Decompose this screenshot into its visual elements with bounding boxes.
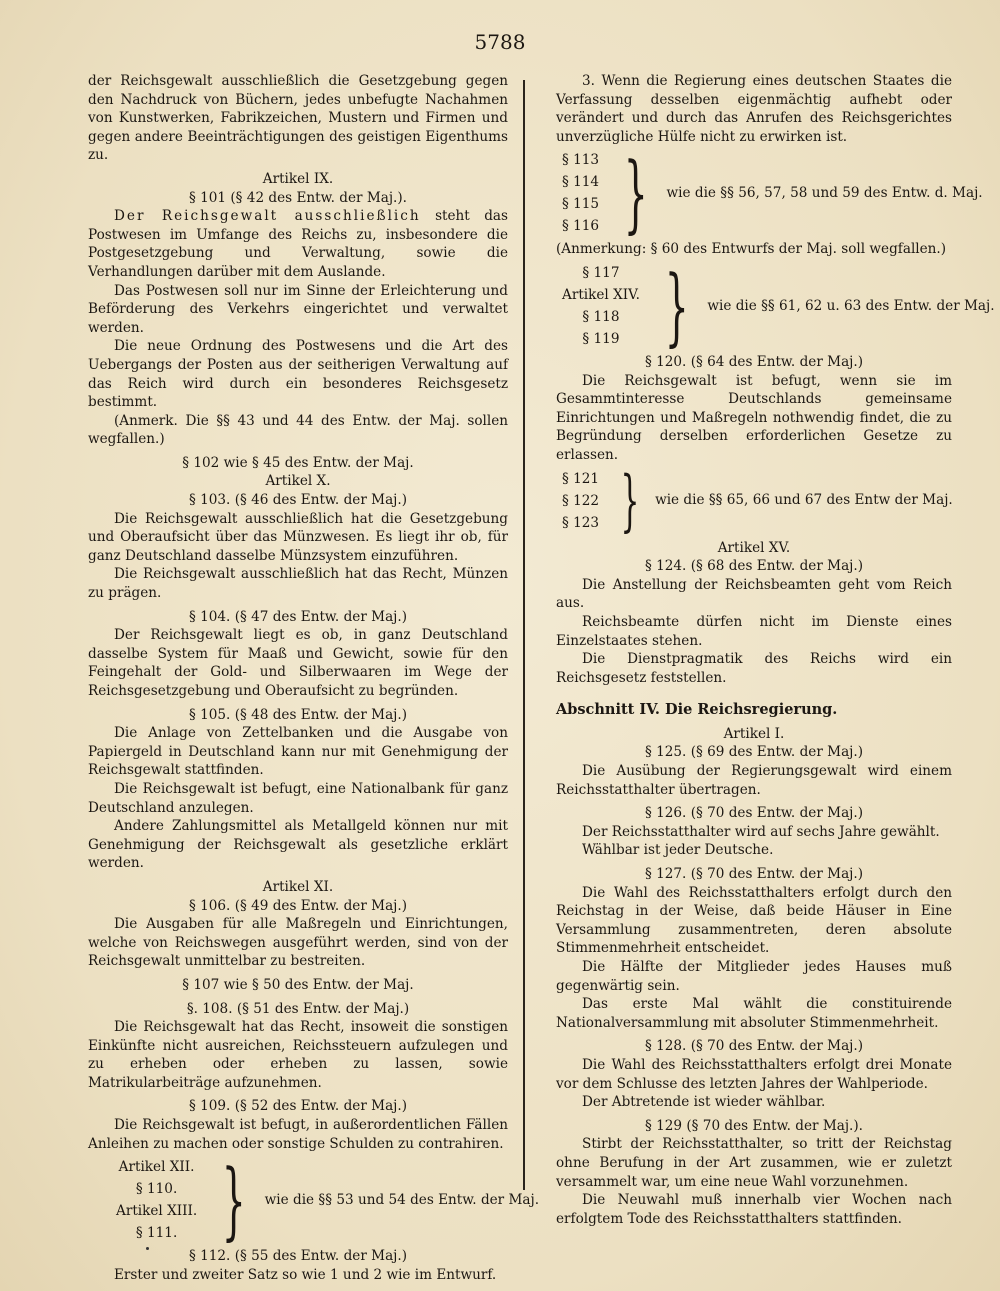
text: steht das Postwesen im Umfange des Reichs zu, insbesondere die Postgesetzgebung und Verwaltung, sowie die Verhandlungen darüber mit dem Auslande. [88,208,508,280]
curly-brace: } [620,461,640,539]
section-heading: § 125. (§ 69 des Entw. der Maj.) [644,744,864,761]
bracket-group-text: wie die §§ 56, 57, 58 und 59 des Entw. d. Maj. [666,185,983,202]
paragraph: der Reichsgewalt ausschließlich die Gesetzgebung gegen den Nachdruck von Büchern, jedes unbefugte Nachahmen von Kunstwerken, Fabrikzeichen, Mustern und Firmen und gegen andere Beeinträchtigungen des geistigen Eigenthums zu. [88,73,508,164]
section-heading: § 109. (§ 52 des Entw. der Maj.) [188,1098,408,1115]
paragraph: Reichsbeamte dürfen nicht im Dienste eines Einzelstaates stehen. [556,613,952,649]
paragraph: Die neue Ordnung des Postwesens und die Art des Uebergangs der Posten aus der seitherigen Verwaltung auf das Reich wird durch ein besonderes Reichsgesetz bestimmt. [88,338,508,411]
paragraph: Die Wahl des Reichsstatthalters erfolgt durch den Reichstag in der Weise, daß beide Häuser in Eine Versammlung zusammentreten, deren absolute Stimmenmehrheit entscheidet. [556,884,952,957]
bracket-group-text: wie die §§ 65, 66 und 67 des Entw der Maj. [655,492,953,509]
bracket-label: § 118 [582,308,620,325]
paragraph: Der Reichsgewalt liegt es ob, in ganz Deutschland dasselbe System für Maaß und Gewicht, sowie für den Feingehalt der Gold- und Silberwaaren im Wege der Reichsgesetzgebung und Oberaufsicht zu begründen. [88,627,508,699]
paragraph: Die Hälfte der Mitglieder jedes Hauses muß gegenwärtig sein. [556,959,952,994]
section-heading: § 105. (§ 48 des Entw. der Maj.) [188,706,408,723]
column-divider [523,80,525,1190]
paragraph: Das Postwesen soll nur im Sinne der Erleichterung und Beförderung des Verkehrs eingerichtet und verwaltet werden. [88,282,508,336]
bracket-label: § 114 [562,174,600,191]
paragraph: Die Dienstpragmatik des Reichs wird ein Reichsgesetz feststellen. [556,651,952,686]
right-column [556,72,995,1228]
paragraph: Das erste Mal wählt die constituirende Nationalversammlung mit absoluter Stimmenmehrheit. [556,996,952,1031]
paragraph: Die Ausgaben für alle Maßregeln und Einrichtungen, welche von Reichswegen ausgeführt werden, sind von der Reichsgewalt unmittelbar zu bestreiten. [88,916,508,970]
bracket-group-labels [562,262,646,350]
bracket-group-labels [562,468,605,534]
bracket-group [88,1151,540,1250]
paragraph: Die Anstellung der Reichsbeamten geht vom Reich aus. [556,576,952,612]
page-number: 5788 [474,30,526,54]
paragraph: Andere Zahlungsmittel als Metallgeld können nur mit Genehmigung der Reichsgewalt als gesetzliche erklärt werden. [88,818,508,872]
bracket-label: Artikel XIV. [562,286,640,303]
chapter-heading: Abschnitt IV. Die Reichsregierung. [556,701,838,719]
bracket-group-labels [562,149,605,237]
bracket-group [556,144,983,243]
bracket-label: § 122 [562,492,600,509]
article-heading: Artikel XV. [717,539,791,556]
ink-speck [146,1247,149,1250]
paragraph: Der Abtretende ist wieder wählbar. [582,1094,826,1111]
paragraph: Die Neuwahl muß innerhalb vier Wochen nach erfolgtem Tode des Reichsstatthalters stattfinden. [556,1192,952,1227]
bracket-group [556,461,953,539]
paragraph: Die Reichsgewalt ist befugt, wenn sie im Gesammtinteresse Deutschlands gemeinsame Einrichtungen und Maßregeln nothwendig findet, die zu Begründung derselben erforderlichen Gesetze zu erlassen. [556,372,952,463]
paragraph: Die Wahl des Reichsstatthalters erfolgt drei Monate vor dem Schlusse des letzten Jahres der Wahlperiode. [556,1056,952,1092]
section-heading: § 124. (§ 68 des Entw. der Maj.) [644,558,864,575]
bracket-label: § 117 [582,264,620,281]
curly-brace: } [623,144,648,243]
bracket-label: § 121 [562,470,600,487]
paragraph: Erster und zweiter Satz so wie 1 und 2 wie im Entwurf. [114,1266,497,1283]
bracket-label: Artikel XII. [118,1159,195,1176]
bracket-label: § 113 [562,152,600,169]
paragraph: Die Anlage von Zettelbanken und die Ausgabe von Papiergeld in Deutschland kann nur mit Genehmigung der Reichsgewalt stattfinden. [88,725,508,779]
section-heading: § 107 wie § 50 des Entw. der Maj. [182,976,414,993]
section-heading: § 102 wie § 45 des Entw. der Maj. [182,454,414,471]
article-heading: Artikel XI. [262,878,334,895]
spaced-text: Der Reichsgewalt ausschließlich [114,208,421,225]
paragraph [88,207,508,281]
paragraph: Die Reichsgewalt ausschließlich hat das Recht, Münzen zu prägen. [88,566,508,602]
section-heading: § 128. (§ 70 des Entw. der Maj.) [644,1038,864,1055]
curly-brace: } [221,1151,246,1250]
paragraph: Die Reichsgewalt ist befugt, in außerordentlichen Fällen Anleihen zu machen oder sonstige Schulden zu contrahiren. [88,1117,508,1152]
paragraph: Die Ausübung der Regierungsgewalt wird einem Reichsstatthalter übertragen. [556,763,952,798]
bracket-group [556,256,995,355]
bracket-label: § 116 [562,218,600,235]
bracket-group-labels [116,1156,203,1244]
section-heading: § 129 (§ 70 des Entw. der Maj.). [644,1117,864,1134]
bracket-group-text: wie die §§ 61, 62 u. 63 des Entw. der Maj. [707,297,995,314]
curly-brace: } [664,256,689,355]
paragraph: Die Reichsgewalt ist befugt, eine Nationalbank für ganz Deutschland anzulegen. [88,780,508,816]
paragraph: 3. Wenn die Regierung eines deutschen Staates die Verfassung desselben eigenmächtig aufhebt oder verändert und durch das Anrufen des Reichsgerichtes unverzügliche Hülfe nicht zu erwirken ist. [556,73,952,145]
bracket-label: § 110. [135,1181,178,1198]
section-heading: § 120. (§ 64 des Entw. der Maj.) [644,353,864,370]
section-heading: § 127. (§ 70 des Entw. der Maj.) [644,866,864,883]
paragraph: Die Reichsgewalt hat das Recht, insoweit die sonstigen Einkünfte nicht ausreichen, Reichssteuern aufzulegen und zu erheben oder erheben zu lassen, sowie Matrikularbeiträge aufzunehmen. [88,1019,508,1091]
article-heading: Artikel IX. [262,170,334,187]
section-heading: § 104. (§ 47 des Entw. der Maj.) [188,608,408,625]
bracket-label: § 115 [562,196,600,213]
section-heading: § 101 (§ 42 des Entw. der Maj.). [188,189,408,206]
article-heading: Artikel I. [723,725,785,742]
section-heading: § 106. (§ 49 des Entw. der Maj.) [188,897,408,914]
paragraph: Wählbar ist jeder Deutsche. [582,842,774,859]
section-heading: §. 108. (§ 51 des Entw. der Maj.) [186,1000,410,1017]
annotation: (Anmerk. Die §§ 43 und 44 des Entw. der Maj. sollen wegfallen.) [88,412,508,448]
article-heading: Artikel X. [265,473,331,490]
bracket-label: § 111. [135,1225,178,1242]
bracket-label: § 119 [582,330,620,347]
bracket-group-text: wie die §§ 53 und 54 des Entw. der Maj. [264,1191,540,1208]
section-heading: § 103. (§ 46 des Entw. der Maj.) [188,492,408,509]
paragraph: Die Reichsgewalt ausschließlich hat die Gesetzgebung und Oberaufsicht über das Münzwesen. Es liegt ihr ob, für ganz Deutschland dasselbe Münzsystem einzuführen. [88,510,508,564]
annotation: (Anmerkung: § 60 des Entwurfs der Maj. soll wegfallen.) [556,241,947,258]
section-heading: § 126. (§ 70 des Entw. der Maj.) [644,805,864,822]
section-heading: § 112. (§ 55 des Entw. der Maj.) [188,1248,408,1265]
bracket-label: Artikel XIII. [116,1203,198,1220]
left-column [88,72,540,1284]
bracket-label: § 123 [562,514,600,531]
paragraph: Stirbt der Reichsstatthalter, so tritt der Reichstag ohne Berufung in der Art zusammen, wie er zuletzt versammelt war, um eine neue Wahl vorzunehmen. [556,1136,952,1190]
paragraph: Der Reichsstatthalter wird auf sechs Jahre gewählt. [582,823,940,840]
